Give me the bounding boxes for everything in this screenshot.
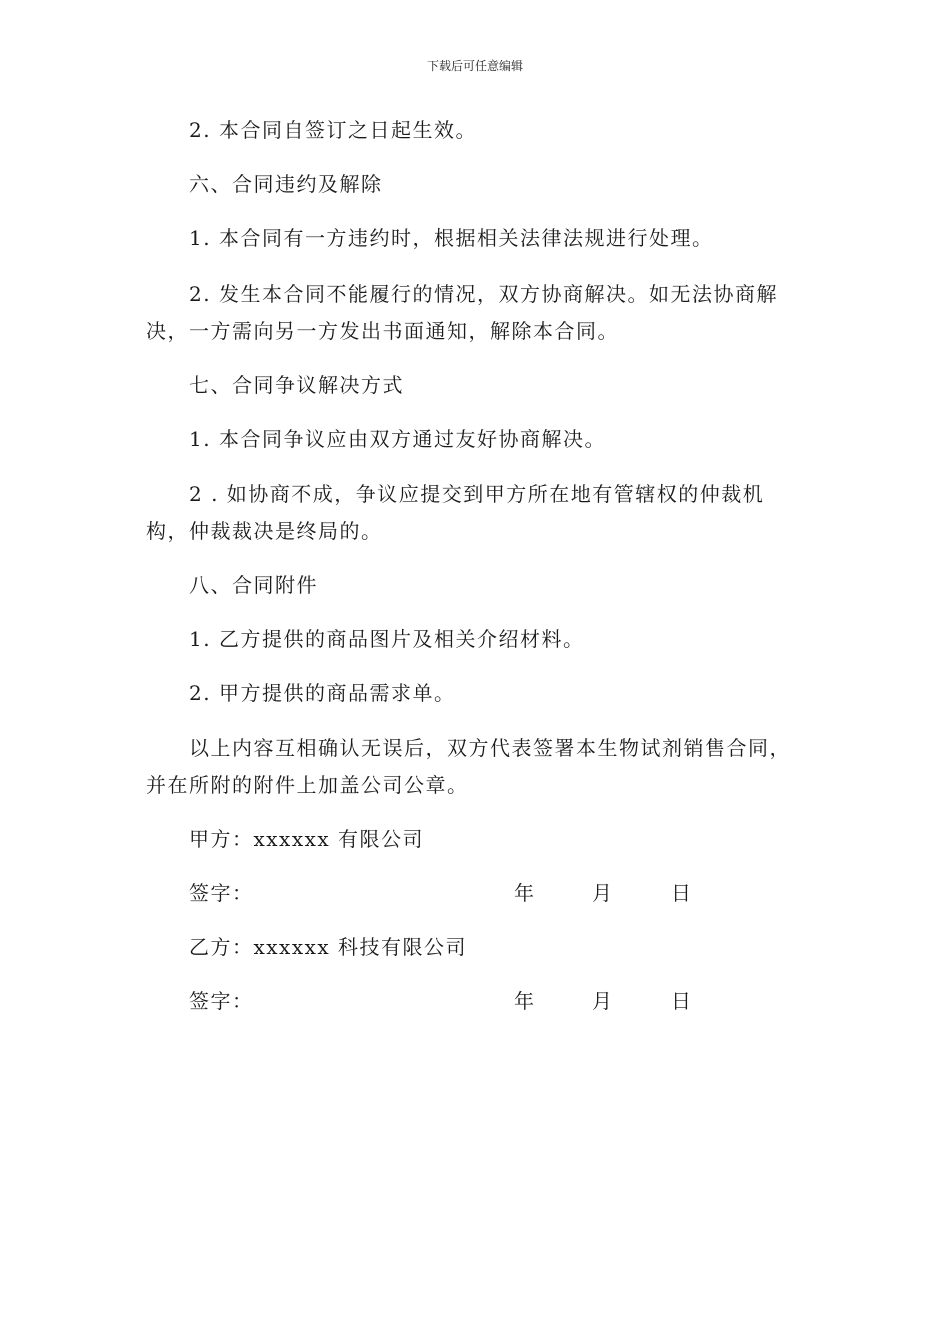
party-a-signature-label: 签字：	[189, 881, 254, 905]
party-b-date-year: 年	[514, 989, 534, 1013]
party-b-name: 乙方：xxxxxx 科技有限公司	[189, 935, 468, 959]
party-b-date-day: 日	[671, 989, 691, 1013]
clause-dispute-2-line2: 构，仲裁裁决是终局的。	[146, 519, 383, 543]
party-a-date-day: 日	[671, 881, 691, 905]
clause-breach-2-line1: 2. 发生本合同不能履行的情况，双方协商解决。如无法协商解	[189, 282, 778, 306]
party-b-signature-label: 签字：	[189, 989, 254, 1013]
clause-attachment-1: 1. 乙方提供的商品图片及相关介绍材料。	[189, 627, 585, 651]
party-b-date-month: 月	[592, 989, 612, 1013]
section-heading-dispute: 七、合同争议解决方式	[189, 373, 404, 397]
closing-statement-line1: 以上内容互相确认无误后，双方代表签署本生物试剂销售合同，	[189, 736, 791, 760]
clause-breach-2-line2: 决，一方需向另一方发出书面通知，解除本合同。	[146, 319, 619, 343]
party-a-name: 甲方：xxxxxx 有限公司	[189, 827, 425, 851]
header-note: 下载后可任意编辑	[426, 59, 523, 73]
party-a-date-month: 月	[592, 881, 612, 905]
clause-dispute-2-line1: 2 . 如协商不成，争议应提交到甲方所在地有管辖权的仲裁机	[189, 482, 765, 506]
clause-effective-date: 2. 本合同自签订之日起生效。	[189, 118, 477, 142]
closing-statement-line2: 并在所附的附件上加盖公司公章。	[146, 773, 469, 797]
clause-breach-1: 1. 本合同有一方违约时，根据相关法律法规进行处理。	[189, 226, 714, 250]
clause-attachment-2: 2. 甲方提供的商品需求单。	[189, 681, 456, 705]
clause-dispute-1: 1. 本合同争议应由双方通过友好协商解决。	[189, 427, 606, 451]
section-heading-breach: 六、合同违约及解除	[189, 172, 383, 196]
party-a-date-year: 年	[514, 881, 534, 905]
section-heading-attachments: 八、合同附件	[189, 573, 318, 597]
